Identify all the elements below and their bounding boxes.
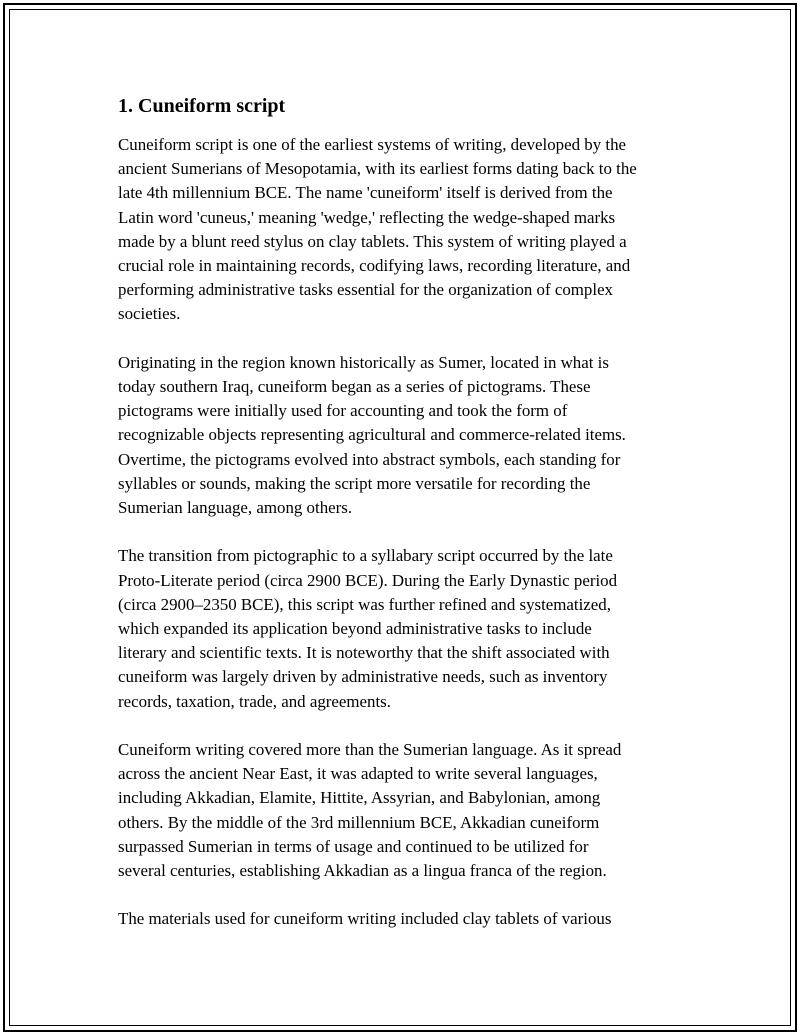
paragraph-line: (circa 2900–2350 BCE), this script was further refined and systematized,: [118, 594, 611, 614]
paragraph-line: cuneiform was largely driven by administrative needs, such as inventory: [118, 667, 608, 687]
paragraph-line: Latin word 'cuneus,' meaning 'wedge,' reflecting the wedge-shaped marks: [118, 207, 616, 227]
paragraph-3: [118, 544, 688, 713]
paragraph-line: pictograms were initially used for accounting and took the form of: [118, 401, 568, 421]
paragraph-line: surpassed Sumerian in terms of usage and continued to be utilized for: [118, 836, 589, 856]
paragraph-line: records, taxation, trade, and agreements.: [118, 691, 391, 711]
paragraph-line: several centuries, establishing Akkadian as a lingua franca of the region.: [118, 861, 607, 881]
paragraph-line: Overtime, the pictograms evolved into abstract symbols, each standing for: [118, 449, 621, 469]
paragraph-line: today southern Iraq, cuneiform began as a series of pictograms. These: [118, 377, 591, 397]
paragraph-line: The materials used for cuneiform writing included clay tablets of various: [118, 909, 612, 929]
paragraph-line: Cuneiform writing covered more than the Sumerian language. As it spread: [118, 740, 622, 760]
paragraph-line: across the ancient Near East, it was adapted to write several languages,: [118, 764, 598, 784]
paragraph-line: which expanded its application beyond administrative tasks to include: [118, 619, 592, 639]
paragraph-line: literary and scientific texts. It is noteworthy that the shift associated with: [118, 643, 610, 663]
section-heading: 1. Cuneiform script: [118, 95, 286, 117]
paragraph-line: made by a blunt reed stylus on clay tablets. This system of writing played a: [118, 231, 627, 251]
paragraph-line: Proto-Literate period (circa 2900 BCE). During the Early Dynastic period: [118, 570, 618, 590]
paragraph-line: The transition from pictographic to a syllabary script occurred by the late: [118, 546, 613, 566]
paragraph-4: [118, 738, 688, 883]
document-body: [118, 93, 688, 956]
paragraph-5: [118, 907, 688, 931]
paragraph-line: syllables or sounds, making the script more versatile for recording the: [118, 473, 591, 493]
paragraph-line: including Akkadian, Elamite, Hittite, Assyrian, and Babylonian, among: [118, 788, 601, 808]
paragraph-line: crucial role in maintaining records, codifying laws, recording literature, and: [118, 256, 631, 276]
paragraph-line: ancient Sumerians of Mesopotamia, with its earliest forms dating back to the: [118, 159, 637, 179]
paragraph-line: Sumerian language, among others.: [118, 498, 353, 518]
paragraph-line: Originating in the region known historically as Sumer, located in what is: [118, 352, 609, 372]
paragraph-2: [118, 351, 688, 520]
paragraph-1: [118, 133, 688, 327]
paragraph-line: others. By the middle of the 3rd millennium BCE, Akkadian cuneiform: [118, 812, 600, 832]
paragraph-line: recognizable objects representing agricultural and commerce-related items.: [118, 425, 626, 445]
paragraph-line: Cuneiform script is one of the earliest systems of writing, developed by the: [118, 135, 627, 154]
paragraph-line: societies.: [118, 304, 181, 324]
paragraph-line: performing administrative tasks essential for the organization of complex: [118, 280, 614, 300]
paragraph-line: late 4th millennium BCE. The name 'cuneiform' itself is derived from the: [118, 183, 613, 203]
